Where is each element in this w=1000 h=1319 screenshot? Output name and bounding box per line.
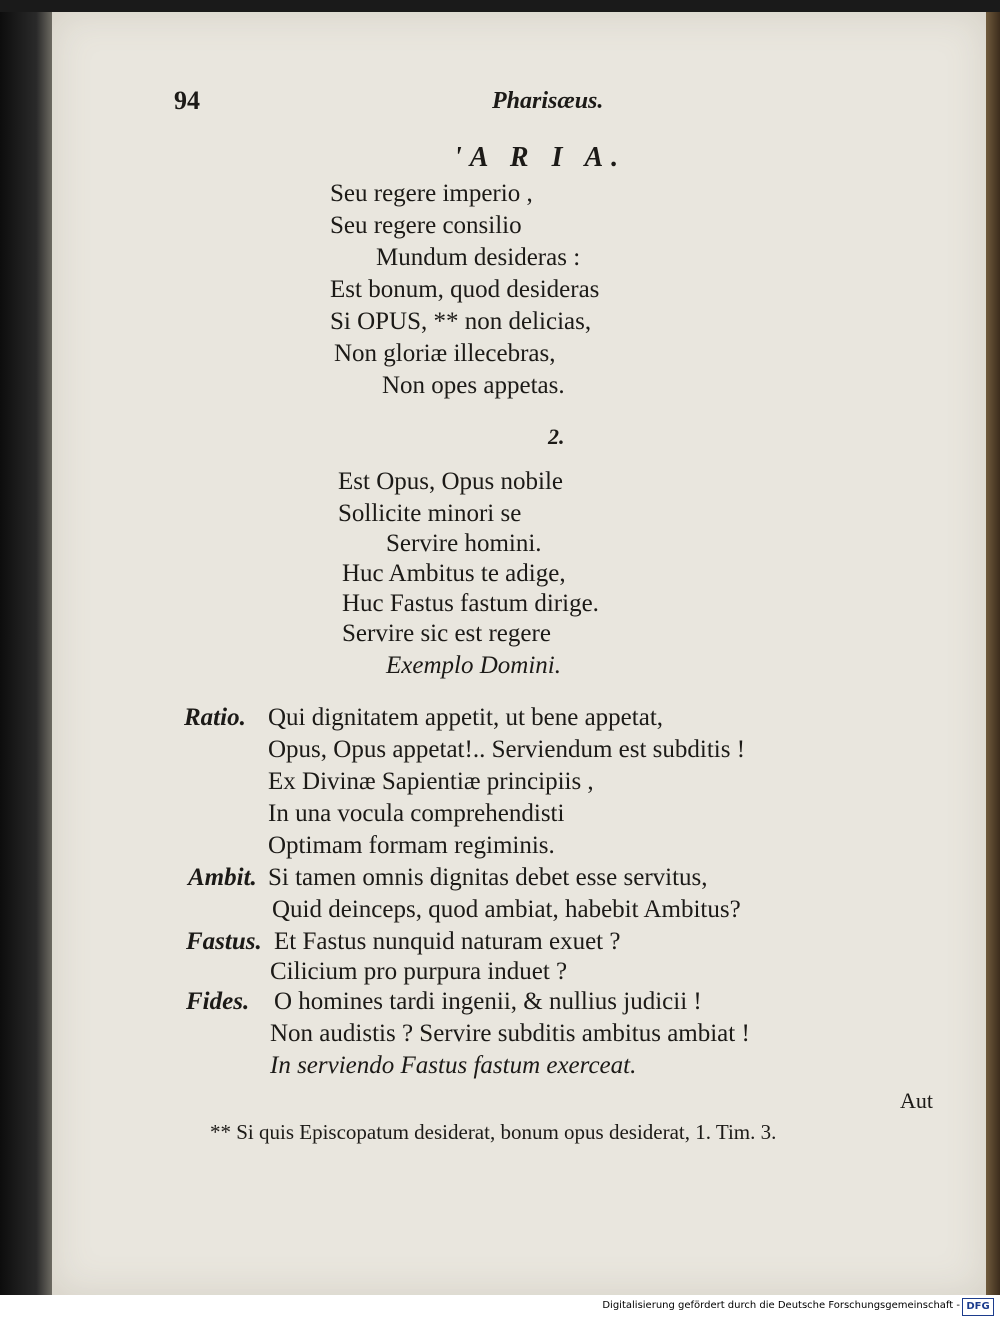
aria-line: Est bonum, quod desideras (330, 276, 600, 303)
digitization-footer (0, 1295, 1000, 1319)
stanza-line: Exemplo Domini. (386, 652, 561, 679)
dialogue-line: Non audistis ? Servire subditis ambitus ambiat ! (270, 1020, 750, 1047)
dialogue-line: Et Fastus nunquid naturam exuet ? (274, 928, 621, 955)
stanza-line: Huc Fastus fastum dirige. (342, 590, 599, 617)
dfg-logo: DFG (962, 1298, 994, 1316)
aria-line: Si OPUS, ** non delicias, (330, 308, 592, 335)
stanza-line: Sollicite minori se (338, 500, 522, 527)
dialogue-line: Si tamen omnis dignitas debet esse servitus, (268, 864, 708, 891)
stanza-line: Servire sic est regere (342, 620, 551, 647)
stanza-line: Huc Ambitus te adige, (342, 560, 566, 587)
footer-credit: Digitalisierung gefördert durch die Deutsche Forschungsgemeinschaft - (602, 1300, 960, 1311)
dialogue-line: Quid deinceps, quod ambiat, habebit Ambitus? (272, 896, 741, 923)
running-head: Pharisæus. (492, 88, 604, 114)
stanza-line: Est Opus, Opus nobile (338, 468, 563, 495)
dialogue-line: Cilicium pro purpura induet ? (270, 958, 568, 985)
dialogue-line: Qui dignitatem appetit, ut bene appetat, (268, 704, 664, 731)
dialogue-line: O homines tardi ingenii, & nullius judicii ! (274, 988, 702, 1015)
book-page (52, 12, 986, 1295)
page-number: 94 (174, 86, 200, 115)
aria-title: 'A R I A. (454, 142, 627, 173)
speaker-label: Ratio. (184, 704, 246, 731)
dialogue-line: In una vocula comprehendisti (268, 800, 565, 827)
aria-line: Seu regere imperio , (330, 180, 533, 207)
speaker-label: Ambit. (188, 864, 257, 891)
catchword: Aut (900, 1088, 933, 1113)
dialogue-line: In serviendo Fastus fastum exerceat. (270, 1052, 637, 1079)
aria-line: Seu regere consilio (330, 212, 522, 239)
aria-line: Mundum desideras : (376, 244, 581, 271)
stanza-number: 2. (548, 424, 565, 449)
dialogue-line: Ex Divinæ Sapientiæ principiis , (268, 768, 594, 795)
dialogue-line: Optimam formam regiminis. (268, 832, 555, 859)
page-edge (986, 12, 1000, 1295)
aria-line: Non opes appetas. (382, 372, 565, 399)
speaker-label: Fastus. (186, 928, 262, 955)
book-spine (0, 12, 52, 1295)
footnote: ** Si quis Episcopatum desiderat, bonum opus desiderat, 1. Tim. 3. (210, 1120, 777, 1144)
stanza-line: Servire homini. (386, 530, 542, 557)
aria-line: Non gloriæ illecebras, (334, 340, 556, 367)
speaker-label: Fides. (186, 988, 250, 1015)
dialogue-line: Opus, Opus appetat!.. Serviendum est subditis ! (268, 736, 746, 763)
